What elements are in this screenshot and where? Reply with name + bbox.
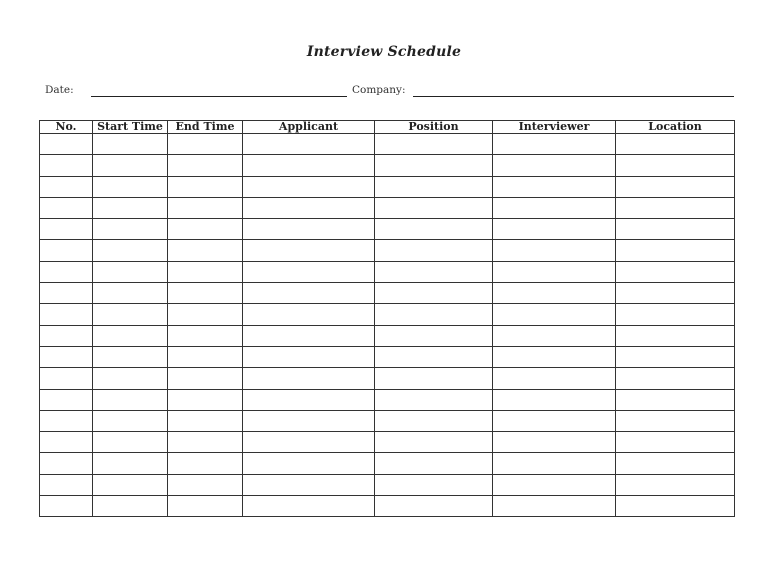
cell-no[interactable] [40, 304, 93, 325]
cell-start-time[interactable] [93, 155, 168, 176]
cell-position[interactable] [375, 155, 493, 176]
cell-no[interactable] [40, 176, 93, 197]
table-row [40, 474, 735, 495]
table-row [40, 389, 735, 410]
cell-end-time[interactable] [168, 283, 243, 304]
cell-end-time[interactable] [168, 453, 243, 474]
cell-start-time[interactable] [93, 410, 168, 431]
table-row [40, 432, 735, 453]
cell-end-time[interactable] [168, 368, 243, 389]
cell-start-time[interactable] [93, 496, 168, 517]
cell-no[interactable] [40, 134, 93, 155]
cell-location[interactable] [616, 176, 735, 197]
cell-end-time[interactable] [168, 410, 243, 431]
cell-interviewer[interactable] [493, 410, 616, 431]
cell-applicant[interactable] [243, 368, 375, 389]
cell-location[interactable] [616, 325, 735, 346]
cell-start-time[interactable] [93, 304, 168, 325]
column-header-start-time: Start Time [93, 121, 168, 134]
cell-end-time[interactable] [168, 389, 243, 410]
cell-start-time[interactable] [93, 453, 168, 474]
cell-applicant[interactable] [243, 240, 375, 261]
cell-no[interactable] [40, 283, 93, 304]
company-field[interactable] [413, 96, 734, 97]
cell-applicant[interactable] [243, 410, 375, 431]
cell-location[interactable] [616, 134, 735, 155]
table-row [40, 346, 735, 367]
cell-location[interactable] [616, 261, 735, 282]
cell-applicant[interactable] [243, 432, 375, 453]
cell-start-time[interactable] [93, 346, 168, 367]
cell-start-time[interactable] [93, 389, 168, 410]
column-header-applicant: Applicant [243, 121, 375, 134]
cell-applicant[interactable] [243, 389, 375, 410]
cell-position[interactable] [375, 496, 493, 517]
cell-interviewer[interactable] [493, 240, 616, 261]
column-header-end-time: End Time [168, 121, 243, 134]
table-body [40, 134, 735, 517]
cell-location[interactable] [616, 219, 735, 240]
cell-location[interactable] [616, 346, 735, 367]
cell-location[interactable] [616, 496, 735, 517]
cell-applicant[interactable] [243, 134, 375, 155]
cell-end-time[interactable] [168, 496, 243, 517]
cell-location[interactable] [616, 240, 735, 261]
cell-no[interactable] [40, 325, 93, 346]
cell-interviewer[interactable] [493, 283, 616, 304]
table-row [40, 240, 735, 261]
table-row [40, 219, 735, 240]
cell-end-time[interactable] [168, 219, 243, 240]
cell-position[interactable] [375, 240, 493, 261]
cell-start-time[interactable] [93, 368, 168, 389]
cell-end-time[interactable] [168, 240, 243, 261]
cell-location[interactable] [616, 155, 735, 176]
cell-no[interactable] [40, 389, 93, 410]
cell-applicant[interactable] [243, 453, 375, 474]
cell-start-time[interactable] [93, 474, 168, 495]
table-header-row [40, 121, 735, 134]
cell-no[interactable] [40, 474, 93, 495]
cell-position[interactable] [375, 346, 493, 367]
column-header-location: Location [616, 121, 735, 134]
cell-position[interactable] [375, 304, 493, 325]
cell-no[interactable] [40, 240, 93, 261]
cell-applicant[interactable] [243, 176, 375, 197]
table-row [40, 410, 735, 431]
cell-applicant[interactable] [243, 261, 375, 282]
cell-location[interactable] [616, 283, 735, 304]
cell-interviewer[interactable] [493, 304, 616, 325]
table-row [40, 368, 735, 389]
cell-interviewer[interactable] [493, 176, 616, 197]
cell-no[interactable] [40, 368, 93, 389]
column-header-no: No. [40, 121, 93, 134]
cell-interviewer[interactable] [493, 346, 616, 367]
cell-position[interactable] [375, 389, 493, 410]
cell-applicant[interactable] [243, 155, 375, 176]
cell-no[interactable] [40, 197, 93, 218]
table-row [40, 325, 735, 346]
table-row [40, 283, 735, 304]
cell-end-time[interactable] [168, 325, 243, 346]
cell-position[interactable] [375, 134, 493, 155]
cell-end-time[interactable] [168, 432, 243, 453]
cell-start-time[interactable] [93, 240, 168, 261]
page-title: Interview Schedule [306, 44, 462, 60]
column-header-position: Position [375, 121, 493, 134]
table-row [40, 304, 735, 325]
cell-applicant[interactable] [243, 283, 375, 304]
cell-position[interactable] [375, 368, 493, 389]
cell-end-time[interactable] [168, 134, 243, 155]
cell-end-time[interactable] [168, 474, 243, 495]
cell-end-time[interactable] [168, 155, 243, 176]
cell-applicant[interactable] [243, 325, 375, 346]
cell-location[interactable] [616, 474, 735, 495]
cell-location[interactable] [616, 304, 735, 325]
table-row [40, 261, 735, 282]
cell-applicant[interactable] [243, 304, 375, 325]
cell-applicant[interactable] [243, 197, 375, 218]
cell-location[interactable] [616, 432, 735, 453]
cell-interviewer[interactable] [493, 432, 616, 453]
cell-no[interactable] [40, 453, 93, 474]
cell-applicant[interactable] [243, 219, 375, 240]
cell-no[interactable] [40, 432, 93, 453]
cell-no[interactable] [40, 155, 93, 176]
cell-position[interactable] [375, 283, 493, 304]
cell-start-time[interactable] [93, 325, 168, 346]
cell-interviewer[interactable] [493, 368, 616, 389]
table-row [40, 197, 735, 218]
cell-position[interactable] [375, 453, 493, 474]
cell-location[interactable] [616, 368, 735, 389]
cell-applicant[interactable] [243, 346, 375, 367]
cell-end-time[interactable] [168, 261, 243, 282]
cell-start-time[interactable] [93, 261, 168, 282]
cell-position[interactable] [375, 410, 493, 431]
cell-start-time[interactable] [93, 219, 168, 240]
company-label: Company: [352, 84, 406, 96]
cell-position[interactable] [375, 261, 493, 282]
cell-no[interactable] [40, 261, 93, 282]
cell-applicant[interactable] [243, 496, 375, 517]
table-row [40, 134, 735, 155]
cell-interviewer[interactable] [493, 325, 616, 346]
table-row [40, 496, 735, 517]
interview-schedule-table [39, 120, 735, 517]
cell-location[interactable] [616, 410, 735, 431]
cell-start-time[interactable] [93, 197, 168, 218]
cell-end-time[interactable] [168, 304, 243, 325]
cell-location[interactable] [616, 389, 735, 410]
cell-start-time[interactable] [93, 134, 168, 155]
cell-position[interactable] [375, 219, 493, 240]
cell-end-time[interactable] [168, 176, 243, 197]
cell-no[interactable] [40, 410, 93, 431]
cell-applicant[interactable] [243, 474, 375, 495]
cell-interviewer[interactable] [493, 389, 616, 410]
cell-interviewer[interactable] [493, 453, 616, 474]
cell-position[interactable] [375, 325, 493, 346]
date-field[interactable] [91, 96, 347, 97]
cell-interviewer[interactable] [493, 496, 616, 517]
table-row [40, 155, 735, 176]
cell-interviewer[interactable] [493, 261, 616, 282]
cell-no[interactable] [40, 496, 93, 517]
cell-interviewer[interactable] [493, 155, 616, 176]
date-label: Date: [45, 84, 74, 96]
cell-interviewer[interactable] [493, 134, 616, 155]
cell-position[interactable] [375, 432, 493, 453]
column-header-interviewer: Interviewer [493, 121, 616, 134]
cell-position[interactable] [375, 176, 493, 197]
table-row [40, 176, 735, 197]
cell-location[interactable] [616, 453, 735, 474]
cell-no[interactable] [40, 346, 93, 367]
cell-position[interactable] [375, 474, 493, 495]
cell-no[interactable] [40, 219, 93, 240]
cell-end-time[interactable] [168, 346, 243, 367]
cell-start-time[interactable] [93, 176, 168, 197]
cell-interviewer[interactable] [493, 197, 616, 218]
table-row [40, 453, 735, 474]
cell-start-time[interactable] [93, 432, 168, 453]
cell-start-time[interactable] [93, 283, 168, 304]
cell-position[interactable] [375, 197, 493, 218]
cell-interviewer[interactable] [493, 474, 616, 495]
cell-location[interactable] [616, 197, 735, 218]
cell-interviewer[interactable] [493, 219, 616, 240]
cell-end-time[interactable] [168, 197, 243, 218]
